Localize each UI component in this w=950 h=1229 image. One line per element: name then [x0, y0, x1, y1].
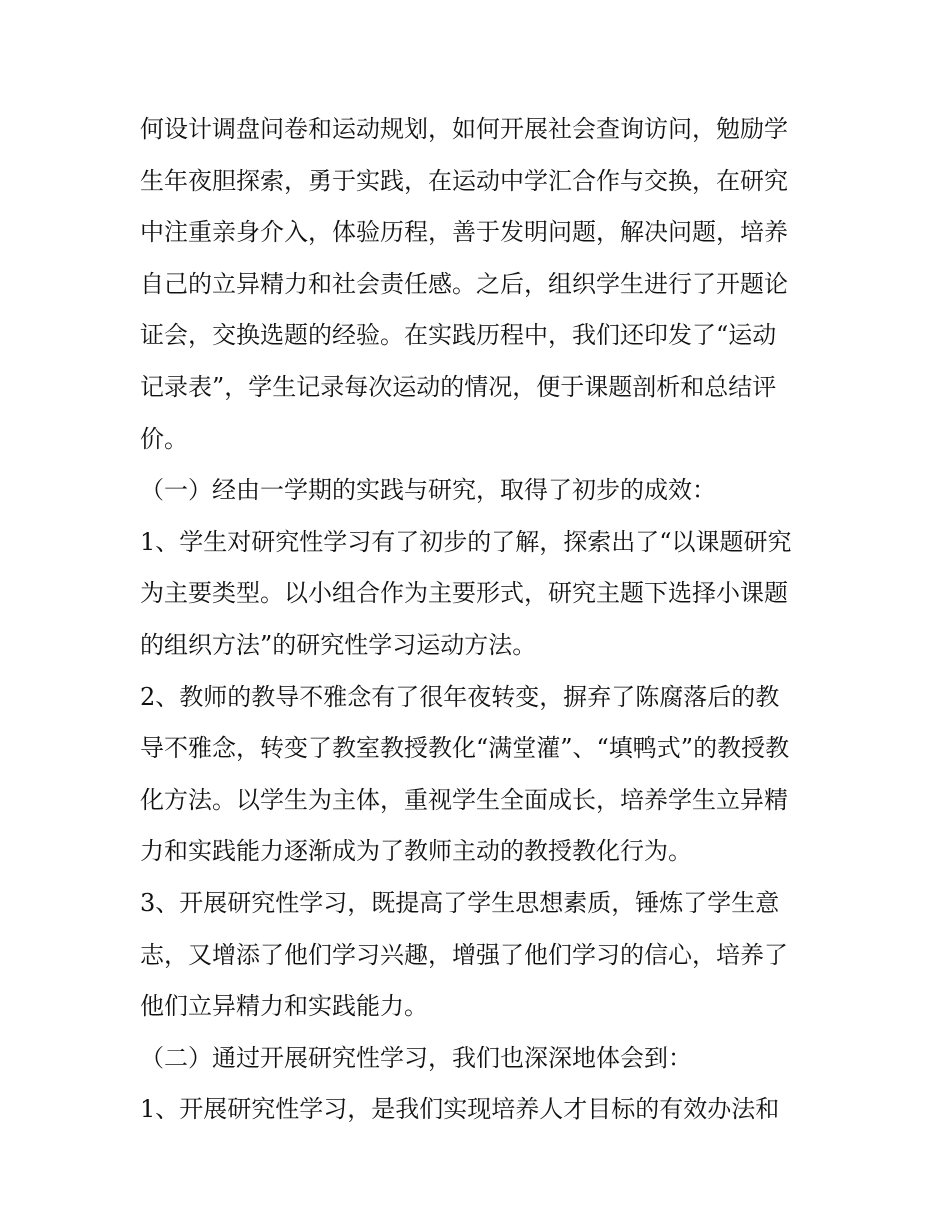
text-line: 力和实践能力逐渐成为了教师主动的教授教化行为。 [140, 837, 692, 866]
text-line: 化方法。以学生为主体，重视学生全面成长，培养学生立异精 [140, 785, 788, 814]
text-line: 导不雅念，转变了教室教授教化“满堂灌”、“填鸭式”的教授教 [140, 734, 790, 763]
text-line: 的组织方法”的研究性学习运动方法。 [140, 630, 537, 659]
text-line: 志，又增添了他们学习兴趣，增强了他们学习的信心，培养了 [140, 940, 788, 969]
text-line: 3、开展研究性学习，既提高了学生思想素质，锤炼了学生意 [140, 888, 780, 917]
text-line: 生年夜胆探索，勇于实践，在运动中学汇合作与交换，在研究 [140, 166, 788, 195]
document-body [140, 104, 820, 1136]
text-line: 他们立异精力和实践能力。 [140, 992, 428, 1021]
text-line: 记录表”，学生记录每次运动的情况，便于课题剖析和总结评 [140, 372, 777, 401]
text-line: 1、学生对研究性学习有了初步的了解，探索出了“以课题研究 [140, 527, 792, 556]
text-line: 中注重亲身介入，体验历程，善于发明问题，解决问题，培养 [140, 218, 788, 247]
section-heading-1: （一）经由一学期的实践与研究，取得了初步的成效： [140, 476, 716, 505]
text-line: 价。 [140, 424, 188, 453]
text-line: 何设计调盘问卷和运动规划，如何开展社会查询访问，勉励学 [140, 115, 788, 143]
text-line: 为主要类型。以小组合作为主要形式，研究主题下选择小课题 [140, 579, 788, 608]
text-line: 2、教师的教导不雅念有了很年夜转变，摒弃了陈腐落后的教 [140, 682, 780, 711]
section-heading-2: （二）通过开展研究性学习，我们也深深地体会到： [140, 1043, 692, 1072]
text-line: 自己的立异精力和社会责任感。之后，组织学生进行了开题论 [140, 269, 788, 298]
text-line: 1、开展研究性学习，是我们实现培养人才目标的有效办法和 [140, 1095, 780, 1124]
text-line: 证会，交换选题的经验。在实践历程中，我们还印发了“运动 [140, 321, 777, 350]
